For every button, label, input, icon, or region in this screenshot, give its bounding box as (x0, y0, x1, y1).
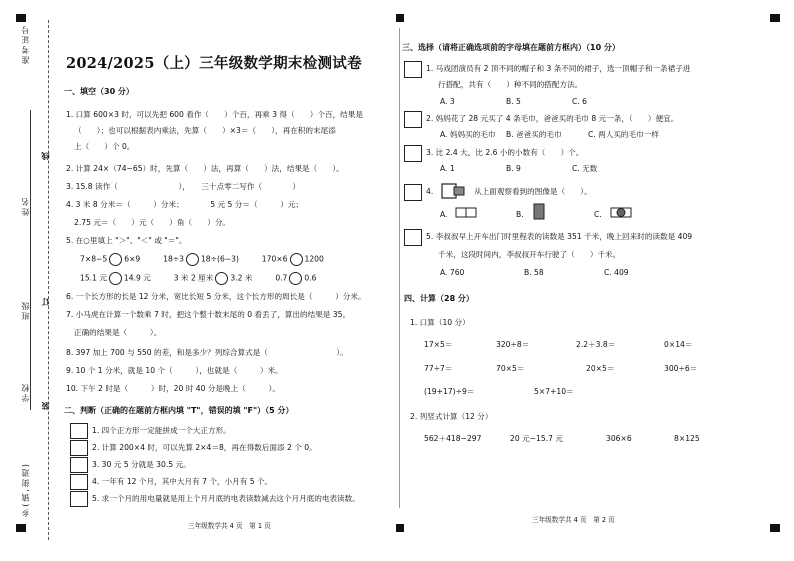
question-text: 千米，这段时间内，李叔叔开车行驶了（ ）千米。 (438, 250, 621, 259)
compare-right: 3.2 米 (230, 273, 253, 283)
crop-mark (396, 14, 404, 22)
exam-number-label: 准考证号 (21, 24, 30, 64)
page-divider (399, 28, 400, 508)
compare-left: 0.7 (275, 273, 288, 283)
compare-row (80, 253, 324, 266)
question-text: 3. 15.8 读作（ ）， 三十点零二写作（ ） (66, 182, 301, 191)
option-c: C. 两人买的毛巾一样 (588, 130, 659, 139)
compare-right: 14.9 元 (123, 273, 151, 283)
question-text: （ ）；也可以根据表内乘法，先算（ ）×3＝（ ），再在积的末尾添 (74, 126, 336, 135)
seal-marker: 装 (41, 400, 50, 410)
oral-item: 2.2＋3.8＝ (576, 340, 616, 349)
answer-box[interactable] (404, 61, 422, 78)
compare-left: 18÷3 (163, 254, 184, 264)
question-text: 2. 计算 24×（74−65）时，先算（ ）法，再算（ ）法，结果是（ ）。 (66, 164, 344, 173)
crop-mark (396, 524, 404, 532)
compare-right: 1200 (304, 254, 324, 264)
compare-left: 7×8−5 (80, 254, 108, 264)
crop-mark (16, 524, 26, 532)
option-b: B. 9 (506, 164, 521, 173)
oral-item: 320÷8＝ (496, 340, 530, 349)
class-label: 班级 (21, 300, 30, 320)
compare-right: 6×9 (124, 254, 141, 264)
compare-circle[interactable] (289, 272, 302, 285)
section-judge-header: 二、判断（正确的在题前方框内填 "T"，错误的填 "F"）（5 分） (64, 406, 294, 415)
oral-item: 5×7+10＝ (534, 387, 574, 396)
name-label: 姓名 (21, 196, 30, 216)
option-c: C. (594, 210, 602, 219)
crop-mark (770, 524, 780, 532)
compare-circle[interactable] (186, 253, 199, 266)
question-text: 9. 10 个 1 分米，就是 10 个（ ），也就是（ ）米。 (66, 366, 283, 375)
question-text: 7. 小马虎在计算一个数乘 7 时，把这个整十数末尾的 0 看丢了，算出的结果是 35。 (66, 310, 351, 319)
vertical-item: 8×125 (674, 434, 700, 443)
bind-marker: 订 (41, 296, 50, 306)
binding-line-dashed (48, 20, 49, 540)
oral-item: 70×5＝ (496, 364, 525, 373)
question-text: 2. 计算 200×4 时，可以先算 2×4＝8，再在得数后面添 2 个 0。 (92, 443, 317, 452)
option-a: A. 妈妈买的毛巾 (440, 130, 496, 139)
question-text: 行搭配，共有（ ）种不同的搭配方法。 (438, 80, 583, 89)
option-a: A. 1 (440, 164, 455, 173)
question-text: 5. 李叔叔早上开车出门时里程表的读数是 351 千米，晚上回来时的读数是 409 (426, 232, 693, 241)
question-text: 4. 一年有 12 个月，其中大月有 7 个，小月有 5 个。 (92, 477, 273, 486)
question-text: 5. 求一个月的用电量就是用上个月月底的电表读数减去这个月月底的电表读数。 (92, 494, 360, 503)
page-footer-right: 三年级数学共 4 页 第 2 页 (532, 516, 615, 524)
question-text: 1. 四个正方形一定能拼成一个大正方形。 (92, 426, 231, 435)
oral-item: 17×5＝ (424, 340, 453, 349)
compare-circle[interactable] (109, 253, 122, 266)
option-a-figure-icon (455, 206, 481, 220)
binding-line-outer (30, 110, 31, 410)
option-c: C. 409 (604, 268, 629, 277)
crop-mark (16, 14, 26, 22)
answer-box[interactable] (404, 184, 422, 201)
answer-box[interactable] (70, 491, 88, 507)
option-a: A. 760 (440, 268, 465, 277)
option-c: C. 6 (572, 97, 587, 106)
question-text: 2. 妈妈花了 28 元买了 4 条毛巾，爸爸买的毛巾 8 元一条，（ ）便宜。 (426, 114, 679, 123)
option-a: A. 3 (440, 97, 455, 106)
answer-box[interactable] (70, 474, 88, 490)
vertical-item: 306×6 (606, 434, 632, 443)
section-fill-in-header: 一、填空（30 分） (64, 87, 134, 96)
option-b: B. 58 (524, 268, 544, 277)
compare-circle[interactable] (290, 253, 303, 266)
compare-circle[interactable] (109, 272, 122, 285)
answer-box[interactable] (70, 423, 88, 439)
vertical-item: 562＋418−297 (424, 434, 482, 443)
option-b: B. 爸爸买的毛巾 (506, 130, 562, 139)
question-text: 8. 397 加上 700 与 550 的差，和是多少？列综合算式是（ ）。 (66, 348, 348, 357)
vertical-item: 20 元−15.7 元 (510, 434, 563, 443)
page-title: 2024/2025（上）三年级数学期末检测试卷 (66, 55, 362, 72)
question-text: 正确的结果是（ ）。 (74, 328, 162, 337)
compare-right: 0.6 (304, 273, 317, 283)
compare-circle[interactable] (215, 272, 228, 285)
oral-item: (19+17)÷9＝ (424, 387, 475, 396)
question-text: 3. 30 元 5 分就是 30.5 元。 (92, 460, 191, 469)
answer-box[interactable] (404, 229, 422, 246)
compare-right: 18÷(6−3) (200, 254, 239, 264)
option-b: B. 5 (506, 97, 521, 106)
option-c-figure-icon (610, 206, 636, 220)
subsection-vertical: 2. 列竖式计算（12 分） (410, 412, 493, 421)
section-choice-header: 三、选择（请将正确选项前的字母填在题前方框内）（10 分） (402, 43, 620, 52)
compare-left: 15.1 元 (80, 273, 107, 283)
town-label: 乡(镇,街道) (21, 462, 30, 517)
compare-left: 170×6 (261, 254, 288, 264)
answer-box[interactable] (404, 111, 422, 128)
oral-item: 300÷6＝ (664, 364, 698, 373)
question-text: 3. 比 2.4 大，比 2.6 小的小数有（ ）个。 (426, 148, 584, 157)
compare-row (80, 272, 316, 285)
option-b-figure-icon (532, 203, 548, 221)
section-calc-header: 四、计算（28 分） (404, 294, 474, 303)
question-text: 4. 3 米 8 分米＝（ ）分米； 5 元 5 分＝（ ）元； (66, 200, 304, 209)
school-label: 学校 (21, 382, 30, 402)
answer-box[interactable] (70, 440, 88, 456)
question-text: 1. 马戏团演员有 2 顶不同的帽子和 3 条不同的裙子，选一顶帽子和一条裙子进 (426, 64, 691, 73)
answer-box[interactable] (70, 457, 88, 473)
option-c: C. 无数 (572, 164, 598, 173)
compare-left: 3 米 2 厘米 (173, 273, 214, 283)
question-number: 4. (426, 187, 434, 196)
option-a: A. (440, 210, 448, 219)
oral-item: 0×14＝ (664, 340, 693, 349)
oral-item: 20×5＝ (586, 364, 615, 373)
answer-box[interactable] (404, 145, 422, 162)
oral-item: 77÷7＝ (424, 364, 453, 373)
option-b: B. (516, 210, 524, 219)
question-text: 10. 下午 2 时是（ ）时，20 时 40 分是晚上（ ）。 (66, 384, 280, 393)
subsection-oral: 1. 口算（10 分） (410, 318, 470, 327)
question-text: 从上面观察看到的图像是（ ）。 (474, 187, 592, 196)
crop-mark (770, 14, 780, 22)
question-text: 5. 在○里填上 "＞"、"＜" 或 "＝"。 (66, 236, 187, 245)
line-marker: 线 (41, 150, 50, 160)
question-text: 1. 口算 600×3 时，可以先把 600 看作（ ）个百，再乘 3 得（ ）个百，结果是 (66, 110, 363, 119)
solid-figure-icon (441, 182, 467, 200)
question-text: 上（ ）个 0。 (74, 142, 135, 151)
question-text: 6. 一个长方形的长是 12 分米，宽比长短 5 分米，这个长方形的周长是（ ）分米。 (66, 292, 366, 301)
question-text: 2.75 元＝（ ）元（ ）角（ ）分。 (74, 218, 231, 227)
page-footer-left: 三年级数学共 4 页 第 1 页 (188, 522, 271, 530)
